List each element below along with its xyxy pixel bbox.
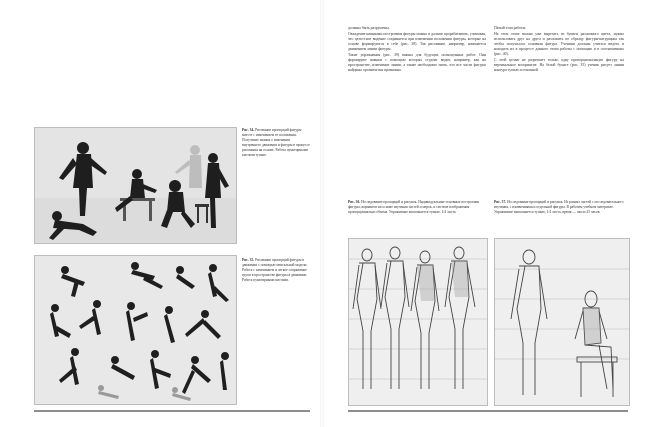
figure-36-caption-text: Исследование пропорций и рисунок. Индивидуальные основные построения фигуры, вариантов на основе изучения частей и мерок, и системе изображения пропорционально объема. Упражнение выполняется тушью, 1/4 листа. (348, 200, 480, 214)
col2-paragraph: Пятый этап работы: (494, 26, 527, 30)
col2-paragraph: С этой целью не разрешает только одну пропорциональную фигуру на вертикальное восприятие. На белой бумаге (рис. 35) ученик рисует линии контура тушью и основной (494, 58, 624, 72)
figure-35-caption-text: Рисование пропорций фигуры в движении с помощью ментальной модели. Работа с изменением и легкое сопряжение групп в пространстве фигуры в движении. Работа пунктирными кистями. (242, 258, 308, 282)
figure-37-illustration (494, 238, 630, 406)
col1-paragraph: Такие упражнения (рис. 39) важны для будущих полноценных работ. Они формируют навыки с помощью которых студент видит, например, как на пространстве, изменение линии, а также необходимо знать, что все части фигуры найдены органически правильно. (348, 53, 486, 72)
right-page (322, 0, 645, 427)
right-page-text-column-2 (494, 26, 624, 74)
figure-35-label: Рис. 35. (242, 258, 255, 262)
figure-34-drawing (35, 128, 236, 243)
figure-34-caption-text: Рисование пропорций фигуры вместе с изменением ее положения. Получение знания о изменении внутреннего движения и фигуры в процессе рисования на основе. Работа пунктирными кистями тушью. (242, 128, 310, 157)
figure-34-label: Рис. 34. (242, 128, 255, 132)
right-page-bottom-rule (348, 410, 628, 412)
figure-36-caption (348, 200, 486, 215)
col1-paragraph: должны быть разрушены. (348, 26, 390, 30)
left-page-bottom-rule (34, 410, 310, 412)
col2-paragraph: На этом этапе можно уже вырезать из бумаги различного цвета, нужно использовать друг на друга и разложить по образцу фигуры-натурщика так чтобы получилась основная фигура. Ученики должны учиться видеть и находить их в процессе данного этапа работы с помощью и в соотношениях (рис. 40). (494, 32, 624, 56)
figure-37-drawing (495, 239, 629, 405)
figure-37-caption-text: Исследование пропорций и рисунок. Из разных частей с последовательного изучения, с изменениями и отдельной фигуры. В рабочем учебном материале. Упражнение выполняется тушью, 1/4 листа, время — около 25 часов. (494, 200, 624, 214)
figure-36-label: Рис. 36. (348, 200, 361, 204)
figure-35-illustration (34, 255, 237, 405)
col1-paragraph: Овладение навыками построения фигуры можно и дальше прорабатывать, учитывая, что целостное видение сохраняется при изменении положения фигуры, которые на основе формируются в себе (рис. 38). Так рисование, например, начинается движением линии фигуры. (348, 32, 486, 51)
figure-35-drawing (35, 256, 236, 404)
figure-37-label: Рис. 37. (494, 200, 507, 204)
figure-34-caption (242, 128, 310, 158)
figure-37-caption (494, 200, 624, 215)
right-page-text-column-1 (348, 26, 486, 74)
figure-36-drawing (349, 239, 487, 405)
figure-35-caption (242, 258, 310, 283)
figure-36-illustration (348, 238, 488, 406)
figure-34-illustration (34, 127, 237, 244)
left-page (0, 0, 322, 427)
